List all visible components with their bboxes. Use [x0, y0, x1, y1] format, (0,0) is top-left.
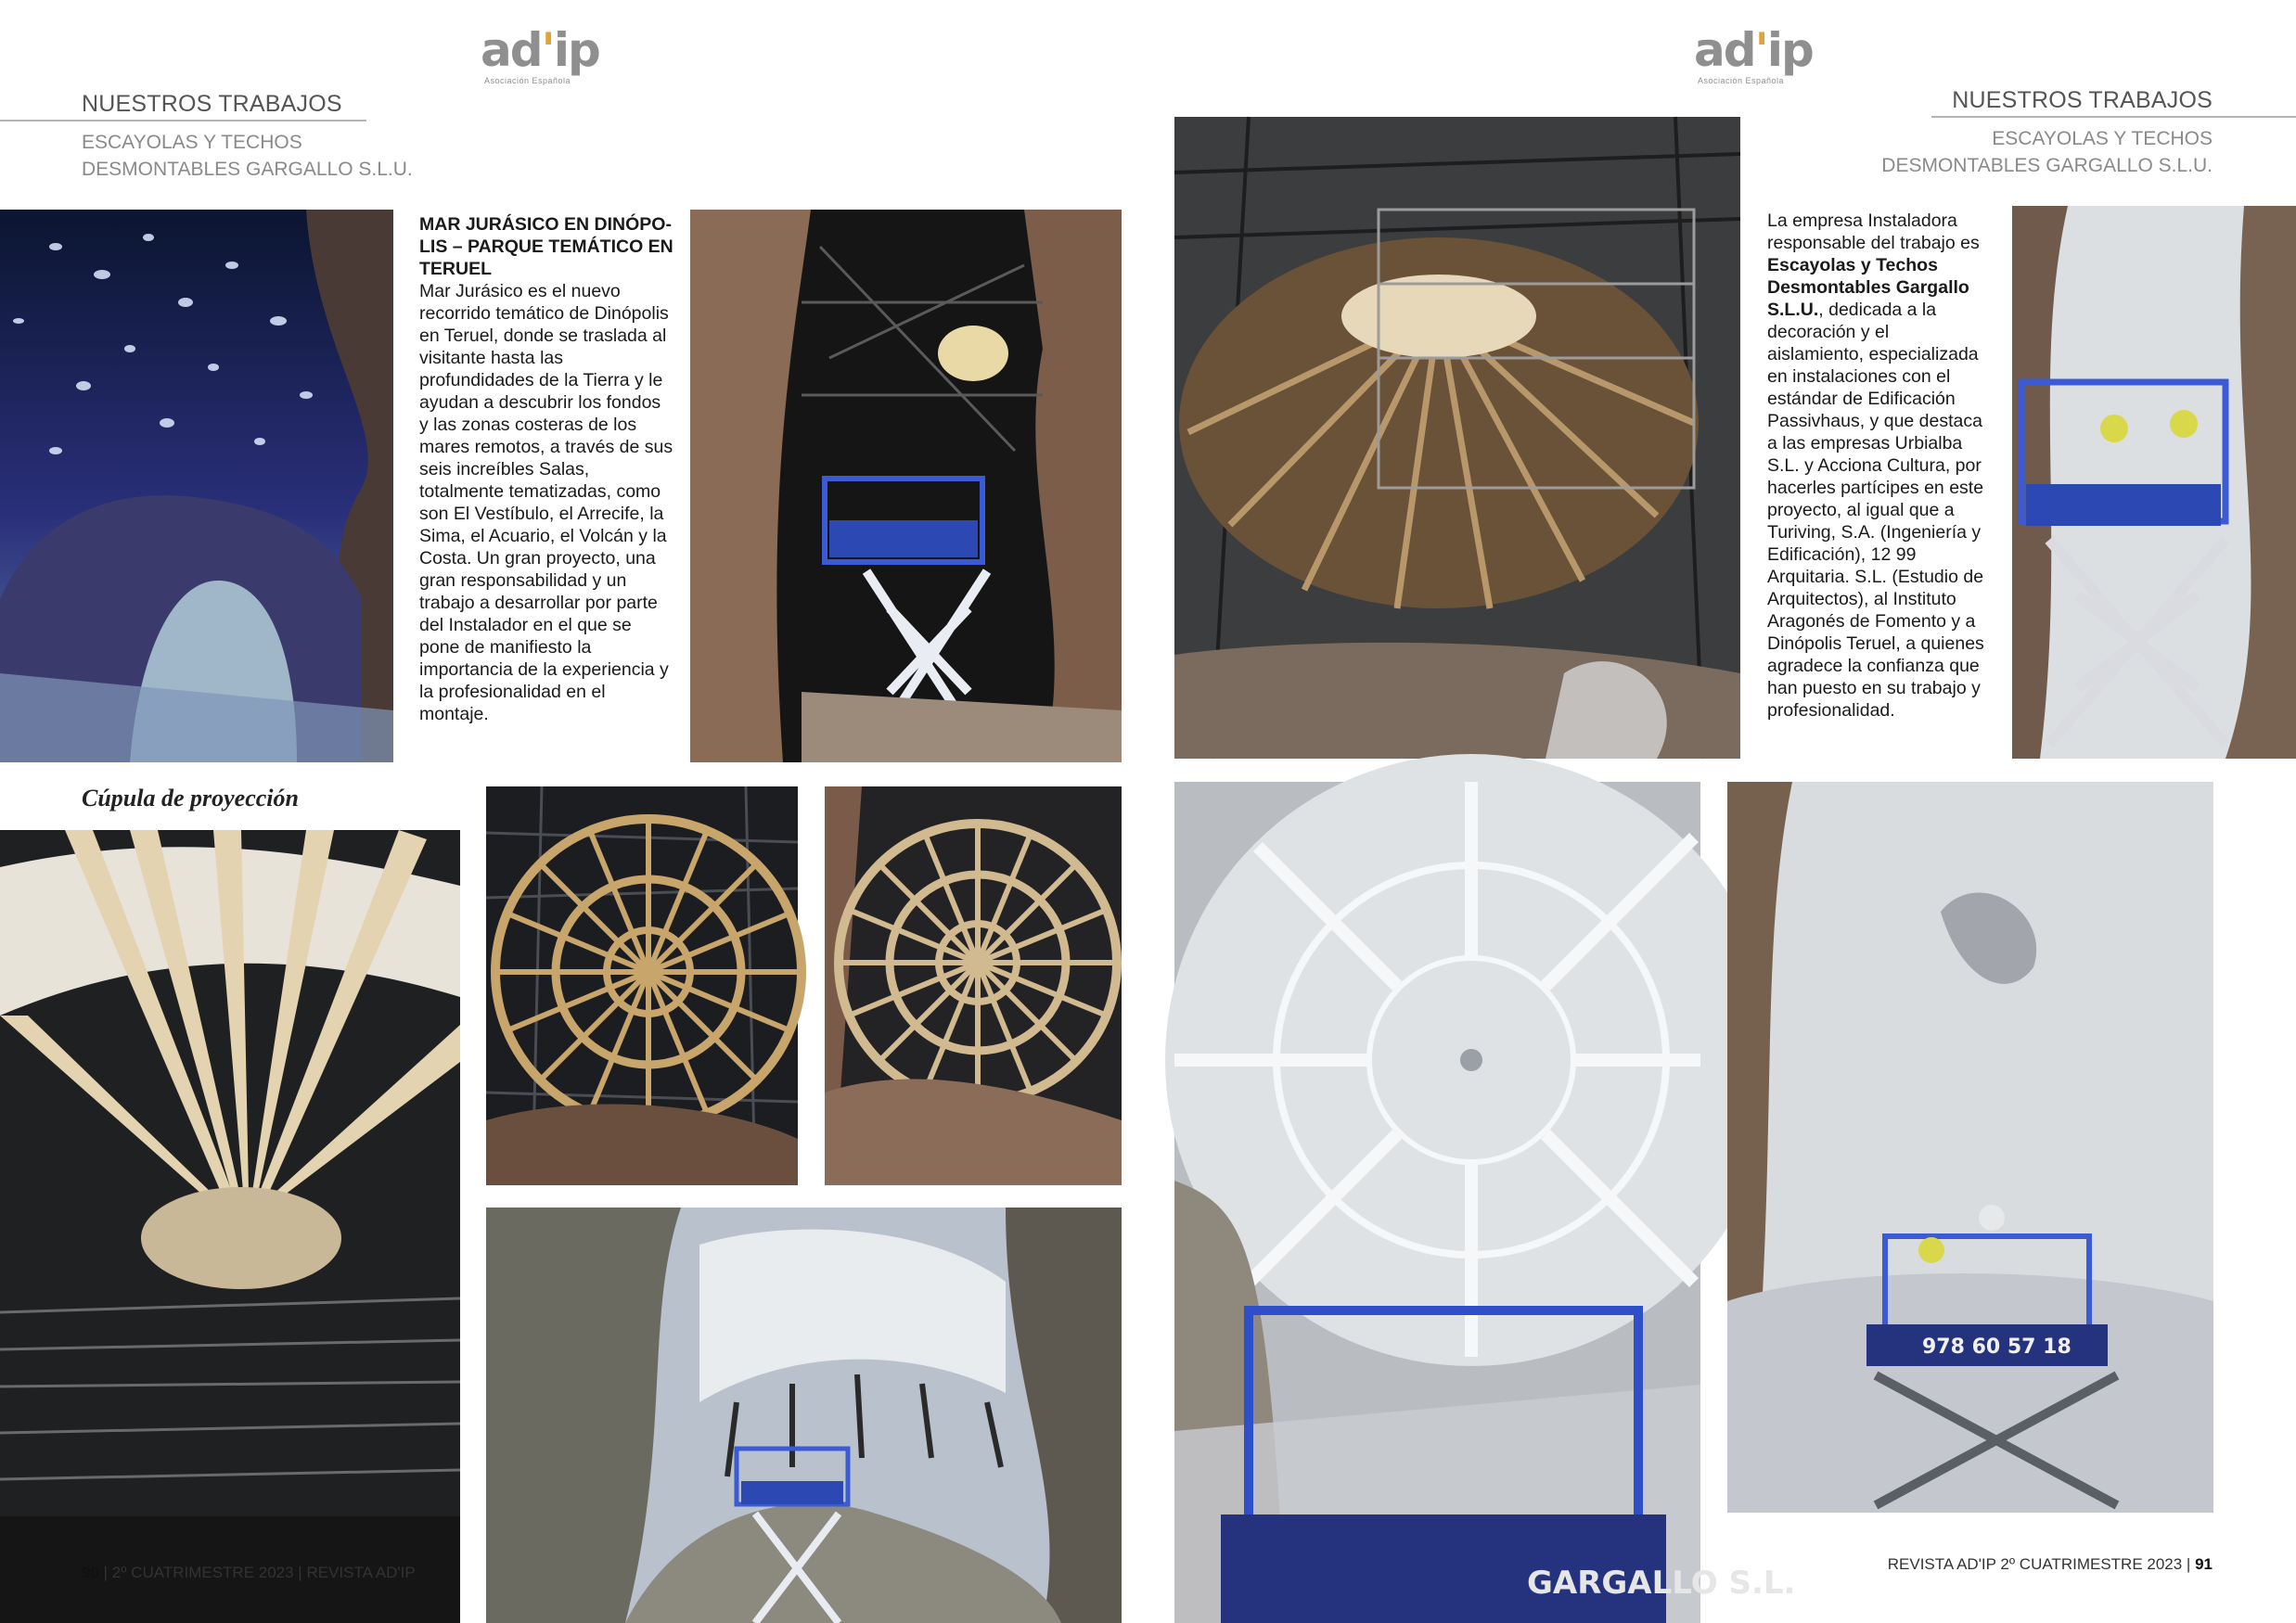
left-section-header: [82, 91, 342, 118]
photo-dome-radial-1: [486, 786, 798, 1185]
left-footer: [82, 1564, 416, 1582]
right-footer-text: REVISTA AD'IP 2º CUATRIMESTRE 2023 |: [1887, 1555, 2191, 1573]
right-header-rule: [1931, 116, 2296, 118]
right-article: [1767, 210, 1990, 722]
photo-dome-structure-wide: [0, 830, 460, 1623]
article-heading: MAR JURÁSICO EN DINÓPO-LIS – PARQUE TEMÁTICO EN TERUEL: [419, 214, 673, 279]
photo-worker-lift-white-dome: [1727, 782, 2213, 1513]
adip-logo-right: ad'ip Asociación Española: [1694, 23, 1813, 85]
photo-jellyfish-cave: [0, 210, 393, 762]
left-section-title: NUESTROS TRABAJOS: [82, 91, 342, 117]
right-body-post: , dedicada a la decoración y el aislamiento, especializada en instalaciones con el estándar de Edificación Passivhaus, y que destaca a las empresas Urbialba S.L. y Acciona Cultura, por hacerles partícipes en este proyecto, al igual que a Turiving, S.A. (Ingeniería y Edificación), 12 99 Arquitaria. S.L. (Estudio de Arquitectos), al Instituto Aragonés de Fomento y a Dinópolis Teruel, a quienes agradece la confianza que han puesto en su trabajo y profesionalidad.: [1767, 300, 1984, 721]
left-footer-text: | 2º CUATRIMESTRE 2023 | REVISTA AD'IP: [103, 1564, 416, 1581]
left-section-subtitle: ESCAYOLAS Y TECHOS DESMONTABLES GARGALLO S.L.U.: [82, 132, 413, 180]
photo-lift-dome-cave: [690, 210, 1122, 762]
right-page-number: 91: [2195, 1555, 2213, 1573]
right-footer: [1888, 1555, 2213, 1574]
photo-lift-white-dome-small: [2012, 206, 2296, 759]
lift-number-label: 978 60 57 18: [1922, 1335, 2072, 1359]
right-section-header: [1952, 87, 2213, 114]
photo-dome-from-above: [1174, 117, 1740, 759]
photo-white-dome-lift-gargallo: [1174, 782, 1796, 1623]
right-body-company: Escayolas y Techos Desmontables Gargallo S.L.U.: [1767, 255, 1969, 320]
photo-dome-radial-2: [825, 786, 1122, 1185]
article-body: Mar Jurásico es el nuevo recorrido temático de Dinópolis en Teruel, donde se traslada al visitante hasta las profundidades de la Tierra y le ayudan a descubrir los fondos y las zonas costeras de los mares remotos, a través de sus seis increíbles Salas, totalmente tematizadas, como son El Vestíbulo, el Arrecife, la Sima, el Acuario, el Volcán y la Costa. Un gran proyecto, una gran responsabilidad y un trabajo a desarrollar por parte del Instalador en el que se pone de manifiesto la importancia de la experiencia y la profesionalidad en el montaje.: [419, 281, 673, 724]
lift-brand-label: GARGALLO S.L.: [1527, 1565, 1796, 1602]
right-body-pre: La empresa Instaladora responsable del trabajo es: [1767, 211, 1980, 253]
left-page-number: 90: [82, 1564, 99, 1581]
adip-logo-left: ad'ip Asociación Española: [481, 23, 599, 85]
dome-caption: Cúpula de proyección: [82, 785, 299, 812]
left-article: [419, 213, 674, 725]
photo-cave-white-dome: [486, 1208, 1122, 1623]
right-section-subtitle: ESCAYOLAS Y TECHOS DESMONTABLES GARGALLO S.L.U.: [1881, 128, 2213, 176]
left-header-rule: [0, 120, 366, 121]
right-section-title: NUESTROS TRABAJOS: [1952, 87, 2213, 113]
